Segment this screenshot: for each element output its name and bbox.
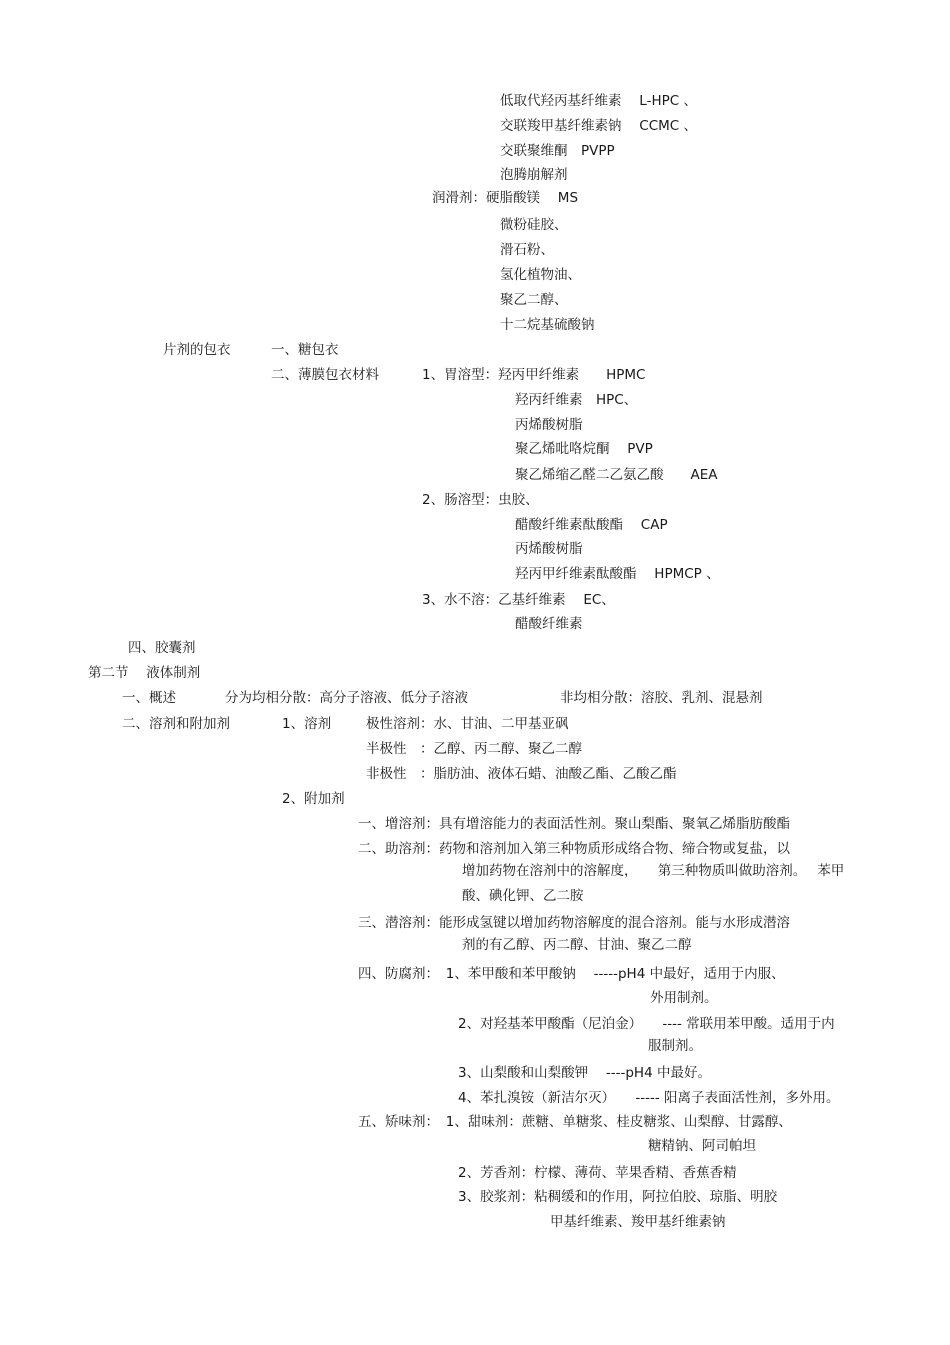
text-line-l02: 交联羧甲基纤维素钠 CCMC 、 — [500, 118, 698, 134]
text-line-l29: 2、附加剂 — [282, 791, 345, 807]
text-line-l46: 甲基纤维素、羧甲基纤维素钠 — [550, 1214, 726, 1230]
text-line-l13: 羟丙纤维素 HPC、 — [515, 392, 638, 408]
text-line-l26c: 极性溶剂：水、甘油、二甲基亚砜 — [366, 716, 569, 732]
text-line-l08: 氢化植物油、 — [500, 267, 581, 283]
text-line-l26b: 1、溶剂 — [282, 716, 332, 732]
text-line-l20: 羟丙甲纤维素酞酸酯 HPMCP 、 — [515, 566, 720, 582]
text-line-l07: 滑石粉、 — [500, 242, 554, 258]
text-line-l37: 外用制剂。 — [650, 990, 718, 1006]
text-line-l03: 交联聚维酮 PVPP — [500, 143, 615, 159]
text-line-l34: 三、潜溶剂：能形成氢键以增加药物溶解度的混合溶剂。能与水形成潜溶 — [358, 915, 790, 931]
text-line-l12a: 二、薄膜包衣材料 — [271, 367, 379, 383]
text-line-l11b: 一、糖包衣 — [271, 342, 339, 358]
section-heading-liquid-preparations: 第二节 液体制剂 — [88, 665, 201, 681]
text-line-l21: 3、水不溶：乙基纤维素 EC、 — [422, 592, 615, 608]
text-line-l05: 润滑剂：硬脂酸镁 MS — [432, 190, 579, 206]
text-line-l39: 服制剂。 — [648, 1038, 702, 1054]
text-line-l33: 酸、碘化钾、乙二胺 — [462, 888, 584, 904]
text-line-l06: 微粉硅胶、 — [500, 217, 568, 233]
text-line-l25b: 分为均相分散：高分子溶液、低分子溶液 — [225, 690, 468, 706]
text-line-l26a: 二、溶剂和附加剂 — [122, 716, 230, 732]
text-line-l31: 二、助溶剂：药物和溶剂加入第三种物质形成络合物、缔合物或复盐，以 — [358, 841, 790, 857]
text-line-l28: 非极性 ：脂肪油、液体石蜡、油酸乙酯、乙酸乙酯 — [366, 766, 677, 782]
text-line-l27: 半极性 ：乙醇、丙二醇、聚乙二醇 — [366, 741, 582, 757]
text-line-l41: 4、苯扎溴铵（新洁尔灭） ----- 阳离子表面活性剂，多外用。 — [458, 1090, 840, 1106]
text-line-l42: 五、矫味剂： 1、甜味剂：蔗糖、单糖浆、桂皮糖浆、山梨醇、甘露醇、 — [358, 1114, 792, 1130]
section-heading-tablet-coating: 片剂的包衣 — [163, 342, 231, 358]
text-line-l16: 聚乙烯缩乙醛二乙氨乙酸 AEA — [515, 467, 718, 483]
text-line-l36: 四、防腐剂： 1、苯甲酸和苯甲酸钠 -----pH4 中最好，适用于内服、 — [358, 966, 785, 982]
text-line-l17: 2、肠溶型：虫胶、 — [422, 492, 539, 508]
text-line-l45: 3、胶浆剂：粘稠缓和的作用，阿拉伯胶、琼脂、明胶 — [458, 1189, 778, 1205]
text-line-l43: 糖精钠、阿司帕坦 — [648, 1138, 756, 1154]
text-line-l15: 聚乙烯吡咯烷酮 PVP — [515, 441, 653, 457]
text-line-l25a: 一、概述 — [122, 690, 176, 706]
text-line-l01: 低取代羟丙基纤维素 L-HPC 、 — [500, 93, 697, 109]
section-heading-capsules: 四、胶囊剂 — [128, 640, 196, 656]
text-line-l32: 增加药物在溶剂中的溶解度， 第三种物质叫做助溶剂。 苯甲 — [462, 863, 845, 879]
text-line-l10: 十二烷基硫酸钠 — [500, 317, 595, 333]
text-line-l19: 丙烯酸树脂 — [515, 541, 583, 557]
text-line-l18: 醋酸纤维素酞酸酯 CAP — [515, 517, 668, 533]
text-line-l40: 3、山梨酸和山梨酸钾 ----pH4 中最好。 — [458, 1065, 711, 1081]
text-line-l30: 一、增溶剂：具有增溶能力的表面活性剂。聚山梨酯、聚氧乙烯脂肪酸酯 — [358, 816, 790, 832]
text-line-l14: 丙烯酸树脂 — [515, 417, 583, 433]
text-line-l25c: 非均相分散：溶胶、乳剂、混悬剂 — [560, 690, 763, 706]
text-line-l44: 2、芳香剂：柠檬、薄荷、苹果香精、香蕉香精 — [458, 1165, 737, 1181]
text-line-l09: 聚乙二醇、 — [500, 292, 568, 308]
text-line-l22: 醋酸纤维素 — [515, 616, 583, 632]
text-line-l04: 泡腾崩解剂 — [500, 167, 568, 183]
text-line-l38: 2、对羟基苯甲酸酯（尼泊金） ---- 常联用苯甲酸。适用于内 — [458, 1016, 835, 1032]
text-line-l35: 剂的有乙醇、丙二醇、甘油、聚乙二醇 — [462, 937, 692, 953]
text-line-l12b: 1、胃溶型：羟丙甲纤维素 HPMC — [422, 367, 646, 383]
